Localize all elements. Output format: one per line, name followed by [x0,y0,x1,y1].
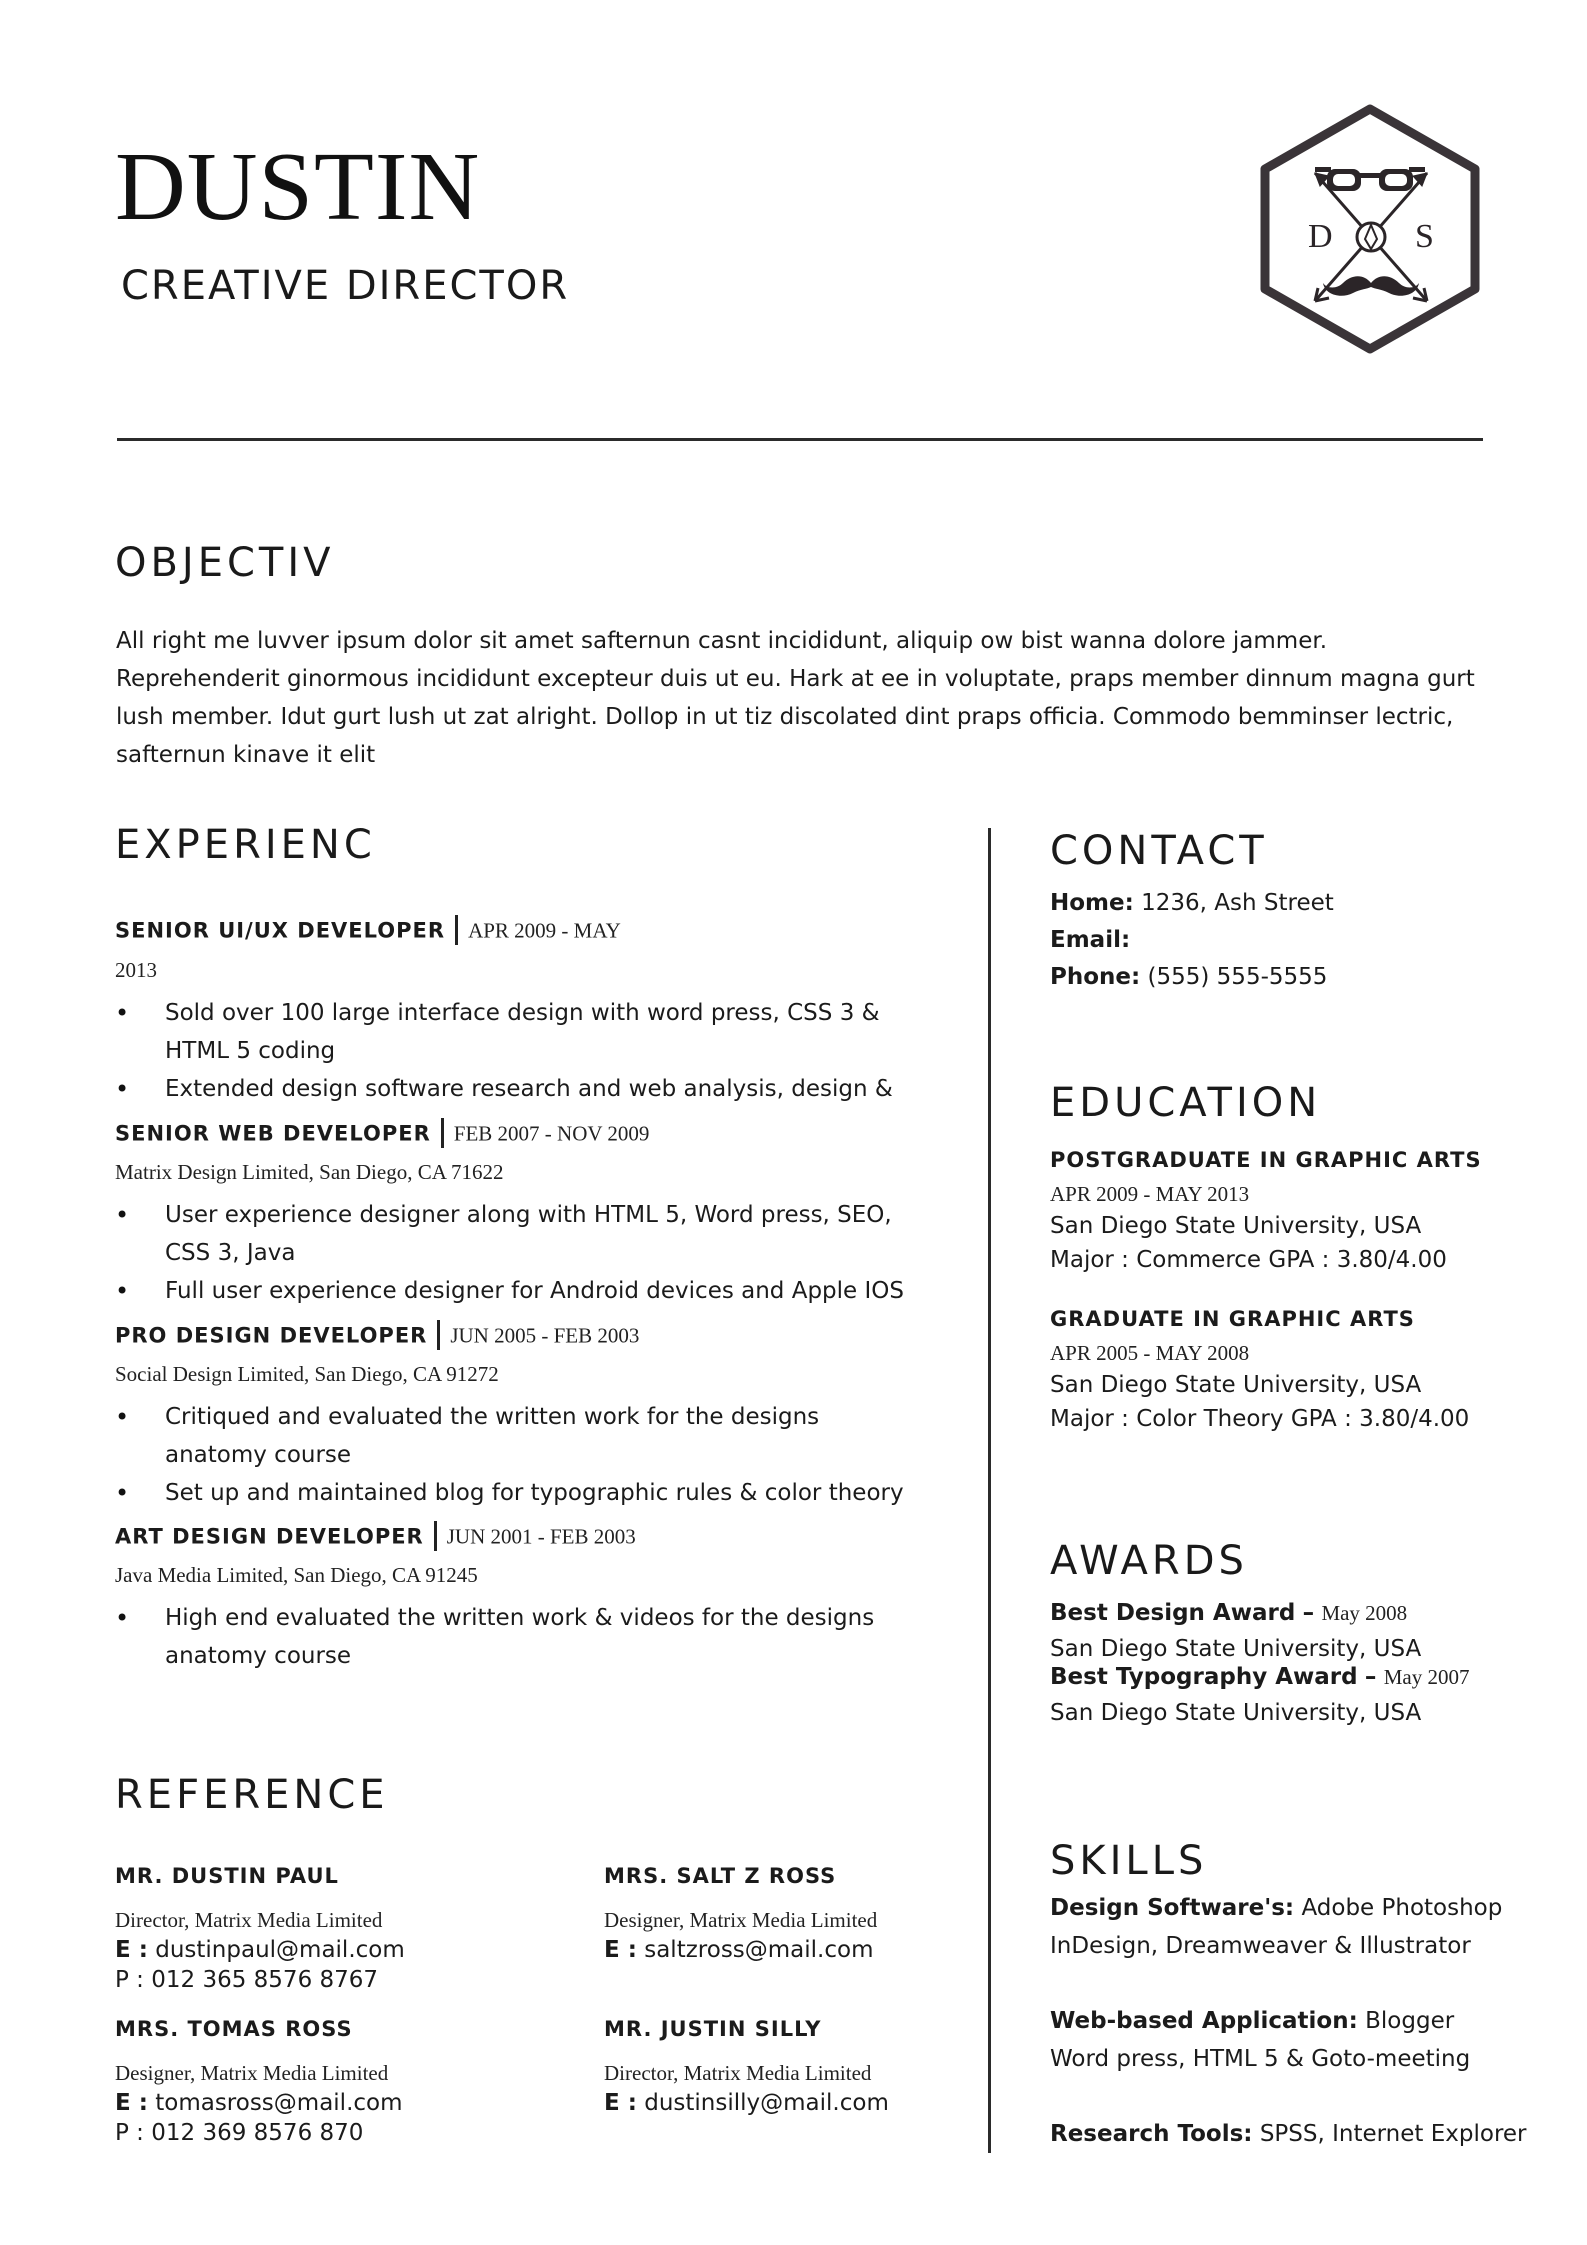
job-4-bullets-clip [115,1599,915,1679]
skills-group: Research Tools: SPSS, Internet Explorer [1050,2121,1527,2147]
moustache-icon [1323,276,1419,296]
separator [441,1118,444,1148]
reference-email-line: E : dustinsilly@mail.com [604,2090,889,2116]
monogram-logo [1255,103,1485,353]
education-degree: GRADUATE IN GRAPHIC ARTS [1050,1307,1415,1331]
skills-group: Design Software's: Adobe Photoshop [1050,1895,1503,1921]
contact-home: Home: 1236, Ash Street [1050,890,1334,916]
education-school: San Diego State University, USA [1050,1372,1422,1398]
job-company: Java Media Limited, San Diego, CA 91245 [115,1563,478,1587]
list-item: • Sold over 100 large interface design with word press, CSS 3 & HTML 5 coding [115,994,915,1070]
reference-name: MRS. SALT Z ROSS [604,1864,837,1888]
job-title: PRO DESIGN DEVELOPER [115,1323,428,1348]
contact-heading: CONTACT [1050,828,1268,874]
header-divider [117,438,1483,441]
skills-group: Web-based Application: Blogger [1050,2008,1455,2034]
job-2-bullets-clip [115,1196,915,1310]
job-1-bullets-clip [115,994,915,1108]
separator [434,1521,437,1551]
objective-heading: OBJECTIV [115,540,335,586]
reference-name: MRS. TOMAS ROSS [115,2017,353,2041]
monogram-left: D [1308,218,1333,255]
reference-email: saltzross@mail.com [644,1937,874,1963]
separator [437,1320,440,1350]
awards-heading: AWARDS [1050,1538,1248,1584]
glasses-icon [1315,167,1425,191]
awards-list [1050,1600,1490,1755]
skills-detail: InDesign, Dreamweaver & Illustrator [1050,1933,1471,1959]
reference-role: Designer, Matrix Media Limited [115,2061,389,2085]
reference-card [115,2017,575,2155]
list-item: • Full user experience designer for Android devices and Apple IOS [115,1272,915,1310]
objective-text: All right me luvver ipsum dolor sit amet safternun casnt incididunt, aliquip ow bist wanna dolore jammer. Reprehenderit ginormous incididunt excepteur duis ut eu. Hark at ee in voluptate, praps member dinnum magna gurt lush member. Idut gurt lush ut zat alright. Dollop in ut tiz discolated dint praps officia. Commodo bemminser lectric, safternun kinave it elit [116,628,1475,768]
job-4-header [115,1524,636,1554]
education-entry [1050,1148,1490,1278]
objective-text-clip [116,622,1486,768]
resume-name: DUSTIN [115,133,481,241]
job-2-bullets [115,1196,915,1310]
job-company: Matrix Design Limited, San Diego, CA 71622 [115,1160,504,1184]
skills-heading: SKILLS [1050,1838,1208,1884]
job-3-bullets-clip [115,1398,915,1512]
reference-card [115,1864,575,2002]
job-dates: JUN 2005 - FEB 2003 [450,1323,640,1348]
job-company: Social Design Limited, San Diego, CA 91272 [115,1362,499,1386]
job-1-bullets [115,994,915,1108]
list-item: • User experience designer along with HTML 5, Word press, SEO, CSS 3, Java [115,1196,915,1272]
job-dates-continued: 2013 [115,958,157,982]
column-divider [988,828,991,2153]
reference-role: Designer, Matrix Media Limited [604,1908,878,1932]
job-title: ART DESIGN DEVELOPER [115,1524,424,1549]
reference-email: dustinpaul@mail.com [155,1937,405,1963]
reference-name: MR. JUSTIN SILLY [604,2017,822,2041]
reference-email-line: E : tomasross@mail.com [115,2090,403,2116]
education-school: San Diego State University, USA [1050,1213,1422,1239]
job-dates: APR 2009 - MAY [468,918,621,943]
education-dates: APR 2005 - MAY 2008 [1050,1341,1250,1365]
contact-phone: Phone: (555) 555-5555 [1050,964,1328,990]
job-dates: JUN 2001 - FEB 2003 [446,1524,636,1549]
job-4-bullets [115,1599,915,1675]
education-dates: APR 2009 - MAY 2013 [1050,1182,1250,1206]
job-3-header [115,1323,639,1353]
job-2-header [115,1121,649,1151]
reference-card [604,1864,984,2002]
job-1-header [115,918,621,948]
resume-job-title: CREATIVE DIRECTOR [121,263,570,309]
reference-heading: REFERENCE [115,1772,389,1818]
monogram-right: S [1415,218,1434,255]
skills-detail: Word press, HTML 5 & Goto-meeting [1050,2046,1471,2072]
job-3-bullets [115,1398,915,1512]
reference-role: Director, Matrix Media Limited [115,1908,383,1932]
reference-card [604,2017,984,2155]
award-title-line: Best Design Award – May 2008 [1050,1600,1408,1626]
experience-heading: EXPERIENC [115,822,376,868]
education-heading: EDUCATION [1050,1080,1322,1126]
education-major: Major : Commerce GPA : 3.80/4.00 [1050,1247,1447,1273]
separator [455,915,458,945]
education-degree: POSTGRADUATE IN GRAPHIC ARTS [1050,1148,1482,1172]
reference-email: tomasross@mail.com [155,2090,403,2116]
award-school: San Diego State University, USA [1050,1636,1422,1662]
reference-email: dustinsilly@mail.com [644,2090,889,2116]
education-entry [1050,1307,1490,1439]
award-title-line: Best Typography Award – May 2007 [1050,1664,1470,1690]
list-item: • High end evaluated the written work & videos for the designs anatomy course [115,1599,915,1675]
education-major: Major : Color Theory GPA : 3.80/4.00 [1050,1406,1470,1432]
reference-email-line: E : dustinpaul@mail.com [115,1937,405,1963]
award-school: San Diego State University, USA [1050,1700,1422,1726]
reference-role: Director, Matrix Media Limited [604,2061,872,2085]
list-item: • Set up and maintained blog for typographic rules & color theory [115,1474,915,1512]
contact-email: Email: [1050,927,1131,953]
list-item: • Extended design software research and web analysis, design & [115,1070,915,1108]
job-dates: FEB 2007 - NOV 2009 [453,1121,650,1146]
reference-name: MR. DUSTIN PAUL [115,1864,339,1888]
reference-phone: P : 012 365 8576 8767 [115,1967,379,1993]
job-title: SENIOR UI/UX DEVELOPER [115,918,446,943]
job-title: SENIOR WEB DEVELOPER [115,1121,431,1146]
list-item: • Critiqued and evaluated the written work for the designs anatomy course [115,1398,915,1474]
reference-phone: P : 012 369 8576 870 [115,2120,364,2146]
reference-email-line: E : saltzross@mail.com [604,1937,874,1963]
